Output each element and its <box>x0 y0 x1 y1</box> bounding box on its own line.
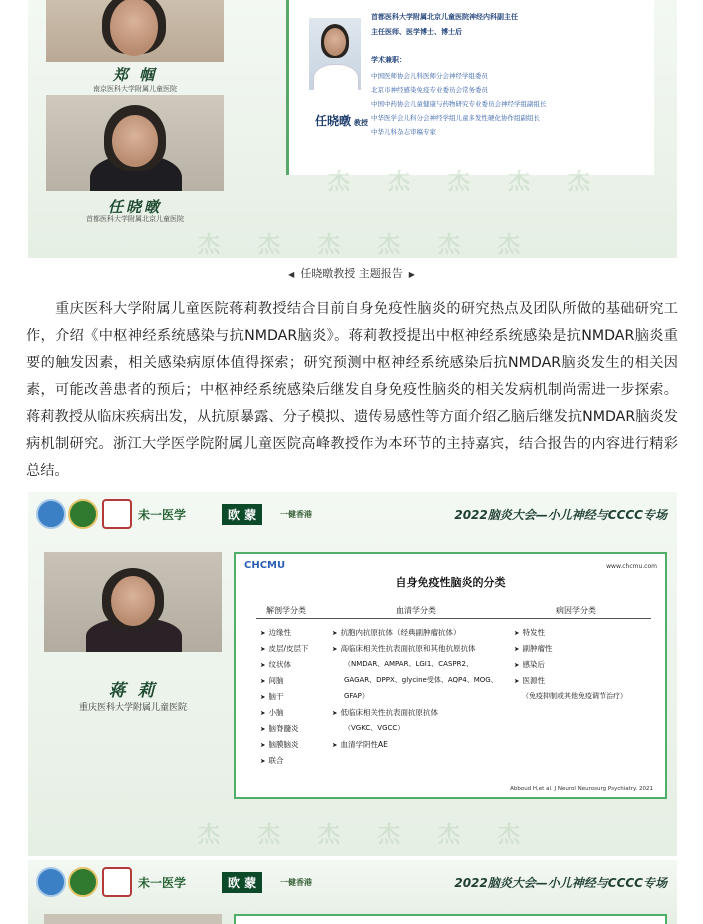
etiology-note: （免疫抑制或其他免疫调节治疗） <box>522 692 627 700</box>
speaker-org-ren: 首都医科大学附属北京儿童医院 <box>86 215 184 223</box>
watermark-glyph: 杰 <box>258 822 281 848</box>
bio-post: 中华儿科杂志审稿专家 <box>371 128 436 136</box>
video-tile-zheng <box>46 0 224 62</box>
conference-title: 2022脑炎大会—小儿神经与CCCC专场 <box>454 508 667 522</box>
etiology-item: ➤ 医源性 <box>514 676 545 685</box>
image-caption <box>0 265 703 281</box>
watermark-glyph: 杰 <box>198 232 221 258</box>
sponsor-logo-3 <box>102 500 132 528</box>
watermark-glyph: 杰 <box>388 169 411 195</box>
slide-logo: CHCMU <box>244 560 286 571</box>
anatomy-item: ➤ 脑干 <box>260 692 284 701</box>
speaker-name-ren: 任晓暾 <box>107 198 162 216</box>
caption-left-arrow-icon: ◀ <box>288 270 295 279</box>
sponsor-logo-2 <box>68 868 98 896</box>
anatomy-item: ➤ 联合 <box>260 756 284 765</box>
sponsor-logo-1 <box>36 868 66 896</box>
caption-text: 任晓暾教授 主题报告 <box>300 267 403 280</box>
speaker-screenshot-1 <box>28 0 677 258</box>
presentation-slide-partial <box>234 914 667 924</box>
slide-url: www.chcmu.com <box>606 563 657 570</box>
video-tile-jiang <box>44 552 222 652</box>
sponsor-logo-yijian: 一健香港 <box>280 877 312 887</box>
video-tile-partial <box>44 914 222 924</box>
speaker-portrait <box>309 18 361 90</box>
speaker-bio-card <box>286 0 654 175</box>
sponsor-logo-oumeng: 欧 蒙 <box>222 868 262 896</box>
speaker-org-zheng: 南京医科大学附属儿童医院 <box>93 85 177 93</box>
article-paragraph: 重庆医科大学附属儿童医院蒋莉教授结合目前自身免疫性脑炎的研究热点及团队所做的基础研究工作，介绍《中枢神经系统感染与抗NMDAR脑炎》。蒋莉教授提出中枢神经系统感染是抗NMDAR脑炎重要的触发因素，相关感染病原体值得探索；研究预测中枢神经系统感染后抗NMDAR脑炎发生的相关因素，可能改善患者的预后；中枢神经系统感染后继发自身免疫性脑炎的相关发病机制尚需进一步探索。蒋莉教授从临床疾病出发，从抗原暴露、分子模拟、遗传易感性等方面介绍乙脑后继发抗NMDAR脑炎发病机制研究。浙江大学医学院附属儿童医院高峰教授作为本环节的主持嘉宾，结合报告的内容进行精彩总结。 <box>26 301 678 479</box>
sponsor-logo-oumeng: 欧 蒙 <box>222 500 262 528</box>
watermark-glyph: 杰 <box>448 169 471 195</box>
serology-item: ➤ 抗胞内抗原抗体（经典副肿瘤抗体） <box>332 628 461 637</box>
watermark-glyph: 杰 <box>378 822 401 848</box>
column-rule <box>256 618 651 619</box>
bio-degree-line: 主任医师、医学博士、博士后 <box>371 28 462 36</box>
sponsor-logo-yijian: 一健香港 <box>280 509 312 519</box>
watermark-glyph: 杰 <box>198 822 221 848</box>
sponsor-logo-1 <box>36 500 66 528</box>
bio-section-label: 学术兼职： <box>371 56 406 64</box>
bio-post: 中国中药协会儿童健康与药物研究专业委员会神经学组副组长 <box>371 100 547 108</box>
sponsor-logo-vmedical: 未一医学 <box>138 507 187 522</box>
bio-title-line: 首都医科大学附属北京儿童医院神经内科副主任 <box>371 13 518 21</box>
etiology-item: ➤ 感染后 <box>514 660 545 669</box>
caption-right-arrow-icon: ▶ <box>408 270 415 279</box>
conference-title: 2022脑炎大会—小儿神经与CCCC专场 <box>454 876 667 890</box>
sponsor-logo-vmedical: 未一医学 <box>138 875 187 890</box>
watermark-glyph: 杰 <box>378 232 401 258</box>
serology-subitem: GAGAR、DPPX、glycine受体、AQP4、MOG、 <box>344 676 498 684</box>
anatomy-item: ➤ 纹状体 <box>260 660 291 669</box>
watermark-glyph: 杰 <box>328 169 351 195</box>
anatomy-item: ➤ 脑脊髓炎 <box>260 724 299 733</box>
serology-subitem: GFAP） <box>344 692 369 700</box>
speaker-name-zheng: 郑 帼 <box>112 66 158 84</box>
bio-post: 北京市神经感染免疫专业委员会常务委员 <box>371 86 488 94</box>
slide-reference: Abboud H,et al. J Neurol Neurosurg Psychiatry. 2021 <box>510 786 653 792</box>
anatomy-item: ➤ 脑膜脑炎 <box>260 740 299 749</box>
etiology-item: ➤ 副肿瘤性 <box>514 644 553 653</box>
watermark-glyph: 杰 <box>438 822 461 848</box>
sponsor-logo-2 <box>68 500 98 528</box>
anatomy-item: ➤ 皮层/皮层下 <box>260 644 309 653</box>
presentation-slide <box>234 552 667 799</box>
video-tile-ren <box>46 95 224 191</box>
watermark-glyph: 杰 <box>568 169 591 195</box>
watermark-glyph: 杰 <box>508 169 531 195</box>
serology-subitem: （VGKC、VGCC） <box>344 724 405 732</box>
speaker-name-jiang: 蒋 莉 <box>108 681 158 701</box>
sponsor-logo-3 <box>102 868 132 896</box>
watermark-glyph: 杰 <box>318 822 341 848</box>
column-header: 血清学分类 <box>396 606 436 615</box>
anatomy-item: ➤ 小脑 <box>260 708 284 717</box>
watermark-glyph: 杰 <box>498 232 521 258</box>
column-header: 解剖学分类 <box>266 606 306 615</box>
serology-item: ➤ 血清学阴性AE <box>332 740 388 749</box>
bio-post: 中华医学会儿科分会神经学组儿童多发性硬化协作组副组长 <box>371 114 540 122</box>
serology-item: ➤ 低临床相关性抗表面抗原抗体 <box>332 708 438 717</box>
speaker-screenshot-2 <box>28 492 677 856</box>
bio-name: 任晓暾 教授 <box>315 114 369 128</box>
column-header: 病因学分类 <box>556 606 596 615</box>
slide-title: 自身免疫性脑炎的分类 <box>395 576 506 589</box>
bio-post: 中国医师协会儿科医师分会神经学组委员 <box>371 72 488 80</box>
watermark-glyph: 杰 <box>438 232 461 258</box>
watermark-glyph: 杰 <box>318 232 341 258</box>
anatomy-item: ➤ 间脑 <box>260 676 284 685</box>
speaker-org-jiang: 重庆医科大学附属儿童医院 <box>78 703 187 713</box>
serology-subitem: （NMDAR、AMPAR、LGI1、CASPR2、 <box>344 660 473 668</box>
anatomy-item: ➤ 边缘性 <box>260 628 291 637</box>
serology-item: ➤ 高临床相关性抗表面抗原和其他抗原抗体 <box>332 644 476 653</box>
watermark-glyph: 杰 <box>258 232 281 258</box>
etiology-item: ➤ 特发性 <box>514 628 545 637</box>
speaker-screenshot-3 <box>28 860 677 924</box>
watermark-glyph: 杰 <box>498 822 521 848</box>
